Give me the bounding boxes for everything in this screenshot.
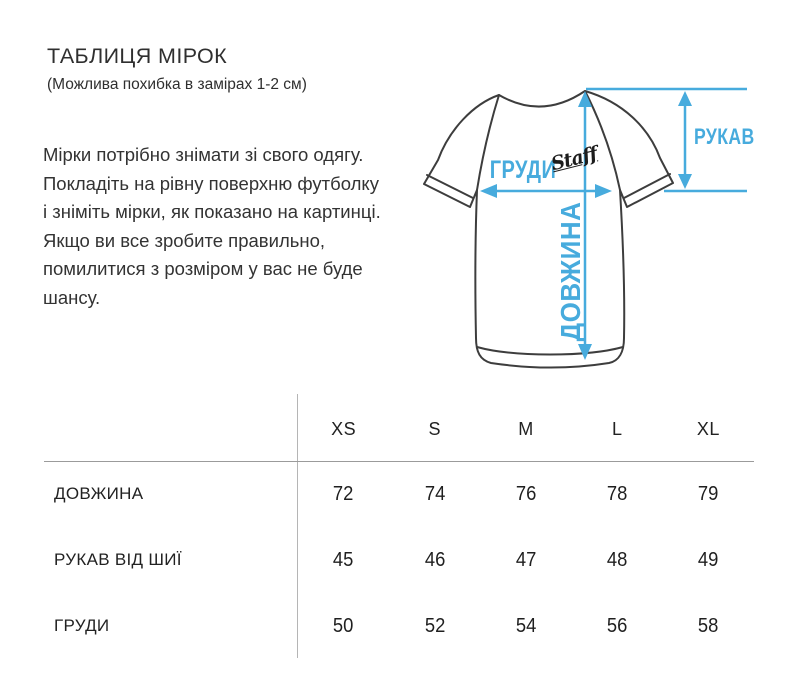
cell-value: 47 [515, 548, 537, 571]
chest-label: ГРУДИ [489, 156, 557, 184]
size-table [42, 398, 754, 659]
table-cell [480, 593, 571, 659]
tshirt-measurement-diagram [413, 80, 800, 388]
cell-value: 45 [333, 548, 354, 571]
cell-value: 49 [698, 548, 719, 571]
table-cell [298, 461, 389, 527]
cell-value: 46 [424, 548, 446, 571]
column-header-xs: XS [331, 419, 357, 439]
table-cell [389, 527, 480, 593]
tshirt-outline [424, 91, 673, 368]
cell-value: 48 [606, 548, 628, 571]
table-cell [663, 461, 754, 527]
row-label-chest: ГРУДИ [54, 616, 110, 635]
table-cell [480, 527, 571, 593]
cell-value: 50 [333, 614, 354, 637]
page-subtitle: (Можлива похибка в замірах 1-2 см) [47, 76, 307, 93]
cell-value: 52 [424, 614, 446, 637]
table-cell [389, 461, 480, 527]
table-cell [389, 593, 480, 659]
brand-logo: Staff [548, 142, 600, 176]
sleeve-arrow [678, 91, 692, 189]
table-cell [480, 461, 571, 527]
row-label-length: ДОВЖИНА [54, 484, 144, 503]
table-cell [572, 461, 663, 527]
cell-value: 78 [606, 482, 628, 505]
measurement-instructions: Мірки потрібно знімати зі свого одягу. Покладіть на рівну поверхню футболку і зніміть мірки, як показано на картинці. Якщо ви все зробите правильно, помилитися з розміром у вас не буде шансу. [43, 144, 381, 308]
table-cell [298, 527, 389, 593]
page-title: ТАБЛИЦЯ МІРОК [47, 44, 228, 68]
cell-value: 76 [515, 482, 537, 505]
table-cell [572, 593, 663, 659]
sleeve-label: РУКАВ [694, 124, 755, 149]
cell-value: 74 [424, 482, 446, 505]
column-header-s: S [428, 419, 442, 439]
length-label: ДОВЖИНА [554, 201, 587, 342]
cell-value: 79 [698, 482, 719, 505]
table-cell [663, 527, 754, 593]
column-header-l: L [611, 419, 623, 439]
cell-value: 56 [606, 614, 628, 637]
column-header-xl: XL [696, 419, 720, 439]
cell-value: 54 [515, 614, 537, 637]
cell-value: 72 [333, 482, 354, 505]
table-cell [663, 593, 754, 659]
table-corner-cell [42, 398, 298, 461]
table-cell [298, 593, 389, 659]
column-header-m: M [518, 419, 534, 439]
cell-value: 58 [698, 614, 719, 637]
row-label-sleeve: РУКАВ ВІД ШИЇ [54, 550, 182, 569]
table-cell [572, 527, 663, 593]
